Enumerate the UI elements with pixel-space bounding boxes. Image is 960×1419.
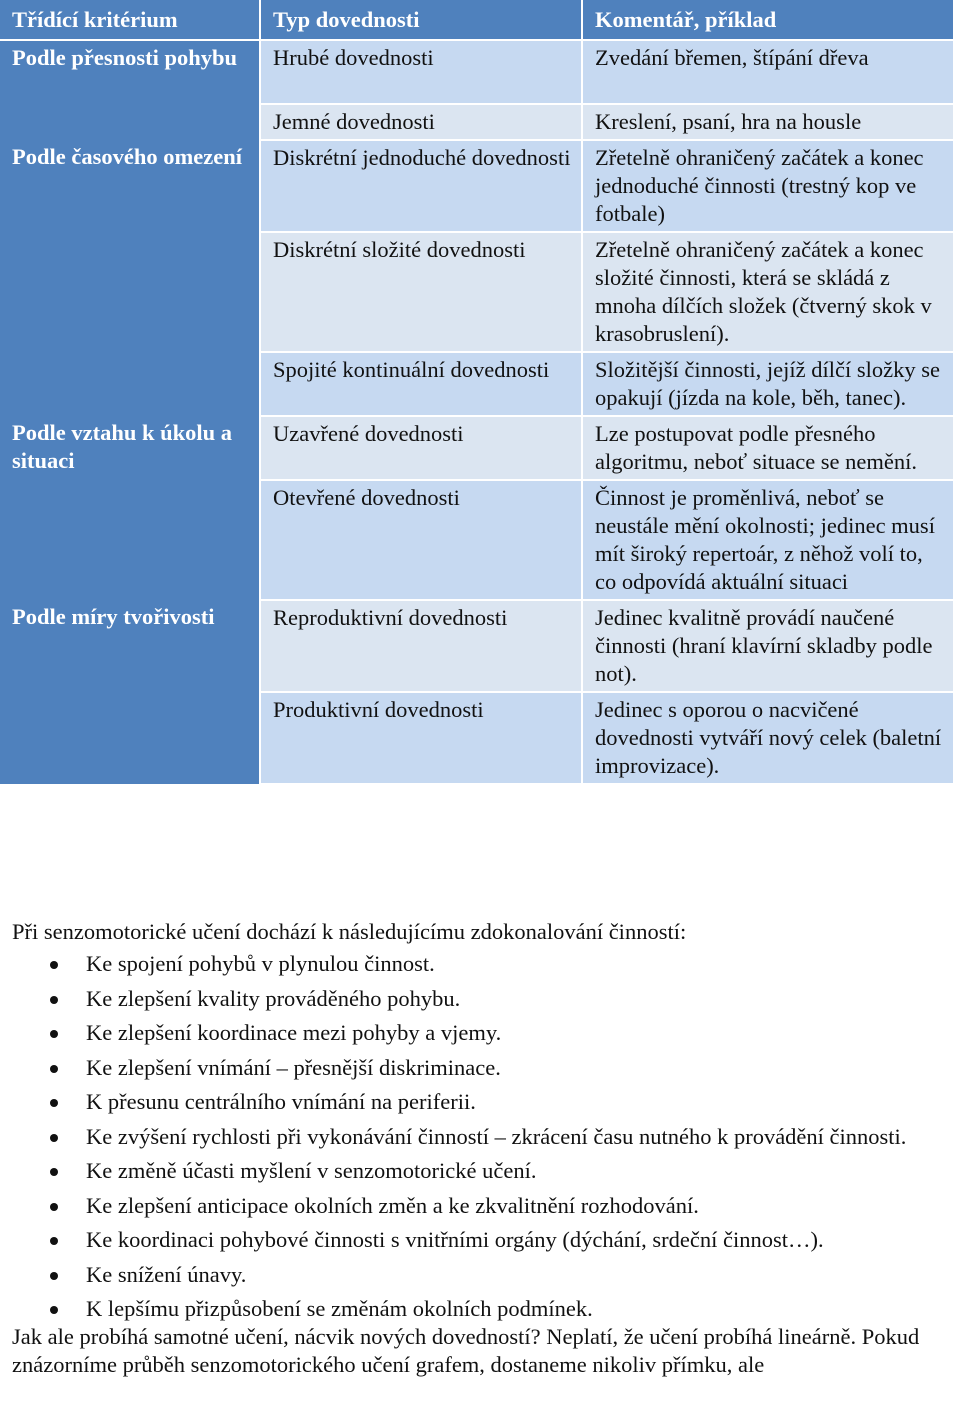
skill-type-cell: Uzavřené dovednosti (260, 416, 582, 480)
criterion-cell: Podle časového omezení (0, 140, 260, 416)
list-item-text: Ke zlepšení vnímání – přesnější diskriminace. (86, 1054, 501, 1080)
comment-cell: Složitější činnosti, jejíž dílčí složky se opakují (jízda na kole, běh, tanec). (582, 352, 954, 416)
bullet-icon (50, 1065, 58, 1073)
body-text (12, 918, 952, 1379)
list-item (12, 1088, 952, 1116)
list-item-text: Ke zlepšení anticipace okolních změn a ke zkvalitnění rozhodování. (86, 1192, 699, 1218)
list-item-text: Ke spojení pohybů v plynulou činnost. (86, 951, 435, 976)
improvement-list (12, 950, 952, 1323)
list-item (12, 1295, 952, 1323)
bullet-icon (50, 1030, 58, 1038)
table-row (0, 40, 954, 104)
skill-type-cell: Diskrétní jednoduché dovednosti (260, 140, 582, 232)
skill-type-cell: Reproduktivní dovednosti (260, 600, 582, 692)
list-item (12, 1054, 952, 1082)
skill-type-cell: Hrubé dovednosti (260, 40, 582, 104)
list-item (12, 985, 952, 1013)
list-item-text: Ke koordinaci pohybové činnosti s vnitřními orgány (dýchání, srdeční činnost…). (86, 1227, 824, 1252)
closing-paragraph: Jak ale probíhá samotné učení, nácvik nových dovedností? Neplatí, že učení probíhá lineárně. Pokud znázorníme průběh senzomotorického učení grafem, dostaneme nikoliv přímku, ale (12, 1324, 920, 1377)
comment-cell: Činnost je proměnlivá, neboť se neustále mění okolnosti; jedinec musí mít široký repertoár, z něhož volí to, co odpovídá aktuální situaci (582, 480, 954, 600)
comment-cell: Lze postupovat podle přesného algoritmu, neboť situace se nemění. (582, 416, 954, 480)
list-item-text: Ke zlepšení koordinace mezi pohyby a vjemy. (86, 1020, 502, 1045)
list-item (12, 950, 952, 978)
comment-cell: Zřetelně ohraničený začátek a konec jednoduché činnosti (trestný kop ve fotbale) (582, 140, 954, 232)
header-comment-example: Komentář, příklad (582, 0, 954, 40)
bullet-icon (50, 1237, 58, 1245)
criterion-cell: Podle vztahu k úkolu a situaci (0, 416, 260, 600)
table-row (0, 140, 954, 232)
list-item-text: Ke zvýšení rychlosti při vykonávání činností – zkrácení času nutného k provádění činnosti. (86, 1123, 907, 1149)
bullet-icon (50, 1134, 58, 1142)
skill-type-cell: Diskrétní složité dovednosti (260, 232, 582, 352)
bullet-icon (50, 1099, 58, 1107)
comment-cell: Zřetelně ohraničený začátek a konec složité činnosti, která se skládá z mnoha dílčích složek (čtverný skok v krasobruslení). (582, 232, 954, 352)
list-item (12, 1157, 952, 1185)
list-item-text: Ke zlepšení kvality prováděného pohybu. (86, 985, 461, 1011)
comment-cell: Jedinec kvalitně provádí naučené činnosti (hraní klavírní skladby podle not). (582, 600, 954, 692)
skill-type-cell: Otevřené dovednosti (260, 480, 582, 600)
bullet-icon (50, 961, 58, 969)
skill-type-cell: Jemné dovednosti (260, 104, 582, 140)
intro-paragraph: Při senzomotorické učení dochází k následujícímu zdokonalování činností: (12, 919, 687, 944)
list-item (12, 1192, 952, 1220)
bullet-icon (50, 1306, 58, 1314)
bullet-icon (50, 996, 58, 1004)
skill-type-cell: Spojité kontinuální dovednosti (260, 352, 582, 416)
list-item-text: Ke změně účasti myšlení v senzomotorické učení. (86, 1158, 537, 1183)
criterion-cell: Podle míry tvořivosti (0, 600, 260, 784)
list-item (12, 1261, 952, 1289)
comment-cell: Jedinec s oporou o nacvičené dovednosti vytváří nový celek (baletní improvizace). (582, 692, 954, 784)
comment-cell: Kreslení, psaní, hra na housle (582, 104, 954, 140)
skill-type-cell: Produktivní dovednosti (260, 692, 582, 784)
list-item (12, 1123, 952, 1151)
bullet-icon (50, 1168, 58, 1176)
table-row (0, 600, 954, 692)
criterion-cell: Podle přesnosti pohybu (0, 40, 260, 140)
bullet-icon (50, 1272, 58, 1280)
table-header-row (0, 0, 954, 40)
list-item-text: Ke snížení únavy. (86, 1261, 247, 1287)
list-item (12, 1019, 952, 1047)
list-item-text: K lepšímu přizpůsobení se změnám okolních podmínek. (86, 1296, 593, 1321)
list-item (12, 1226, 952, 1254)
comment-cell: Zvedání břemen, štípání dřeva (582, 40, 954, 104)
bullet-icon (50, 1203, 58, 1211)
header-criterion: Třídící kritérium (0, 0, 260, 40)
header-skill-type: Typ dovednosti (260, 0, 582, 40)
table-row (0, 416, 954, 480)
list-item-text: K přesunu centrálního vnímání na periferii. (86, 1089, 476, 1114)
